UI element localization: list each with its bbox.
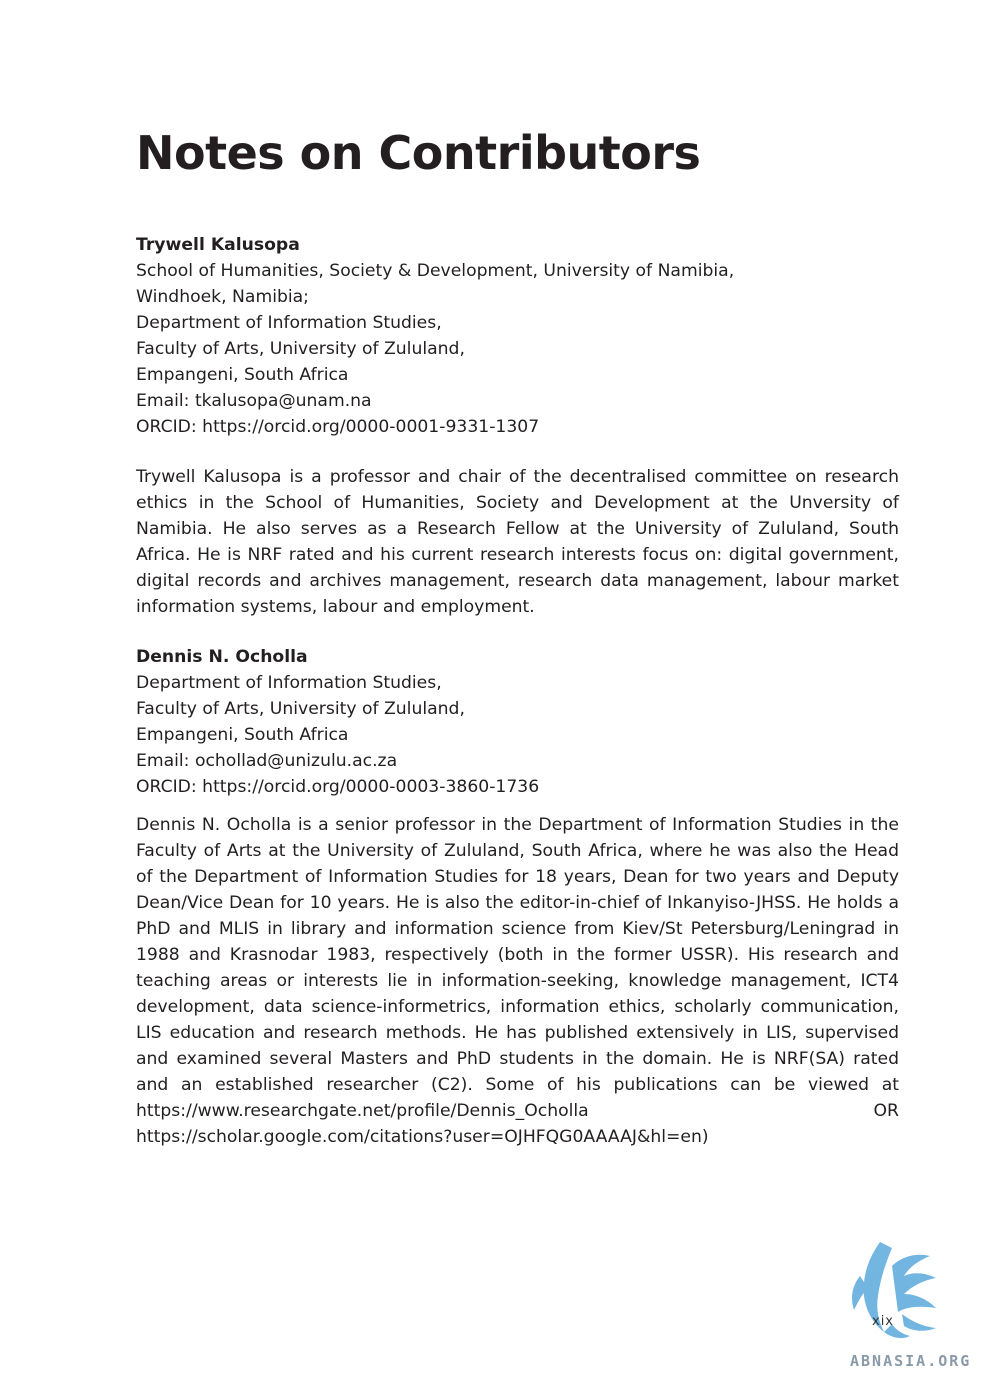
contributor-entry [136, 644, 899, 1150]
orcid-line: ORCID: https://orcid.org/0000-0001-9331-1307 [136, 417, 540, 437]
contributor-name: Dennis N. Ocholla [136, 647, 308, 667]
orcid-line: ORCID: https://orcid.org/0000-0003-3860-1736 [136, 777, 540, 797]
griffin-logo-icon [840, 1236, 958, 1348]
affiliation-line: Empangeni, South Africa [136, 365, 349, 385]
contributor-name: Trywell Kalusopa [136, 235, 300, 255]
watermark-text: ABNASIA.ORG [850, 1352, 972, 1370]
affiliation-line: Faculty of Arts, University of Zululand, [136, 699, 465, 719]
affiliation-line: Empangeni, South Africa [136, 725, 349, 745]
affiliation-line: Department of Information Studies, [136, 673, 442, 693]
affiliation-line: Windhoek, Namibia; [136, 287, 309, 307]
email-line: Email: tkalusopa@unam.na [136, 391, 372, 411]
contributor-bio: Dennis N. Ocholla is a senior professor in the Department of Information Studies in the Faculty of Arts at the University of Zululand, South Africa, where he was also the Head of the Department of Information Studies for 18 years, Dean for two years and Deputy Dean/Vice Dean for 10 years. He is also the editor-in-chief of Inkanyiso-JHSS. He holds a PhD and MLIS in library and information science from Kiev/St Petersburg/Leningrad in 1988 and Krasnodar 1983, respectively (both in the former USSR). His research and teaching areas or interests lie in information-seeking, knowledge management, ICT4 development, data science-informetrics, information ethics, scholarly communication, LIS education and research methods. He has published extensively in LIS, supervised and examined several Masters and PhD students in the domain. He is NRF(SA) rated and an established researcher (C2). Some of his publications can be viewed at https://www.researchgate.net/profile/Dennis_Ocholla OR https://scholar.google.com/citations?user=OJHFQG0AAAAJ&hl=en) [136, 815, 899, 1147]
contributor-entry [136, 232, 899, 620]
page-number: xix [872, 1314, 894, 1329]
affiliation-line: School of Humanities, Society & Development, University of Namibia, [136, 261, 735, 281]
affiliation-line: Faculty of Arts, University of Zululand, [136, 339, 465, 359]
email-line: Email: ochollad@unizulu.ac.za [136, 751, 398, 771]
contributors-list [136, 232, 899, 1150]
page-title: Notes on Contributors [136, 126, 701, 180]
contributor-bio: Trywell Kalusopa is a professor and chair of the decentralised committee on research ethics in the School of Humanities, Society and Development at the Unversity of Namibia. He also serves as a Research Fellow at the University of Zululand, South Africa. He is NRF rated and his current research interests focus on: digital government, digital records and archives management, research data management, labour market information systems, labour and employment. [136, 467, 899, 617]
affiliation-line: Department of Information Studies, [136, 313, 442, 333]
